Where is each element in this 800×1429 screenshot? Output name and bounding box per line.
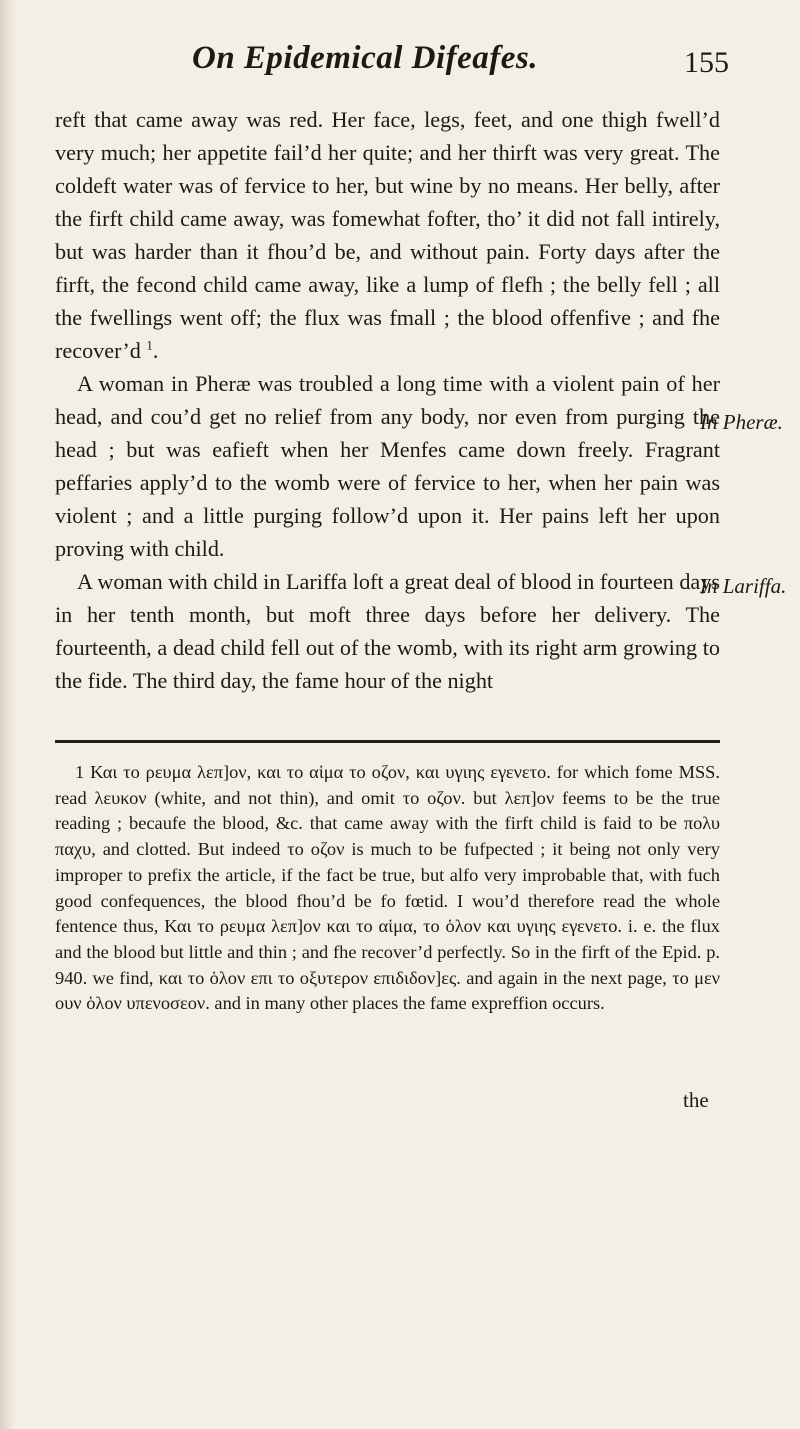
body-text <box>55 103 720 697</box>
side-note-pherae: In Pheræ. <box>700 410 783 434</box>
paragraph-1: reft that came away was red. Her face, legs, feet, and one thigh fwell’d very much; her appetite fail’d her quite; and her thirft was very great. The coldeft water was of fervice to her, but wine by no means. Her belly, after the firft child came away, was fomewhat fofter, tho’ it did not fall intirely, but was harder than it fhou’d be, and without pain. Forty days after the firft, the fecond child came away, like a lump of flefh ; the belly fell ; all the fwellings went off; the flux was fmall ; the blood offenfive ; and fhe recover’d $^1$. <box>55 107 720 363</box>
footnote-rule <box>55 740 720 743</box>
page-number: 155 <box>684 46 729 79</box>
paragraph-2: A woman in Pheræ was troubled a long time with a violent pain of her head, and cou’d get no relief from any body, nor even from purging the head ; but was eafieft when her Menfes came down freely. Fragrant peffaries apply’d to the womb were of fervice to her, when her pain was violent ; and a little purging follow’d upon it. Her pains left her upon proving with child. <box>55 371 720 561</box>
footnote-1: 1 Και το ρευμα λεπ]ον, και το αἱμα το οζον, και υγιης εγενετο. for which fome MSS. read λευκον (white, and not thin), and omit το οζον. but λεπ]ον feems to be the true reading ; becaufe the blood, &c. that came away with the firft child is faid to be πολυ παχυ, and clotted. But indeed το οζον is much to be fufpected ; it being not only very improper to prefix the article, if the fact be true, but alfo very improbable that, with fuch good confequences, the blood fhou’d be fo fœtid. I wou’d therefore read the whole fentence thus, Και το ρευμα λεπ]ον και το αἱμα, το ὁλον και υγιης εγενετο. i. e. the flux and the blood but little and thin ; and fhe recover’d perfectly. So in the firft of the Epid. p. 940. we find, και το ὁλον επι το οξυτερον επιδιδον]ες. and again in the next page, το μεν ουν ὁλον υπενοσεον. and in many other places the fame expreffion occurs. <box>55 762 720 1014</box>
paragraph-3: A woman with child in Lariffa loft a great deal of blood in fourteen days in her tenth month, but moft three days before her delivery. The fourteenth, a dead child fell out of the womb, with its right arm growing to the fide. The third day, the fame hour of the night <box>55 569 720 693</box>
catchword: the <box>683 1088 709 1112</box>
side-note-larissa: In Lariffa. <box>700 574 787 598</box>
footnote-area <box>55 760 720 1017</box>
binding-shadow <box>0 0 16 1429</box>
footnote-marker: 1 <box>146 337 153 353</box>
running-head: On Epidemical Difeafes. <box>191 40 539 76</box>
paragraph-1-text: reft that came away was red. Her face, legs, feet, and one thigh fwell’d very much; her appetite fail’d her quite; and her thirft was very great. The coldeft water was of fervice to her, but wine by no means. Her belly, after the firft child came away, was fomewhat fofter, tho’ it did not fall intirely, but was harder than it fhou’d be, and without pain. Forty days after the firft, the fecond child came away, like a lump of flefh ; the belly fell ; all the fwellings went off; the flux was fmall ; the blood offenfive ; and fhe recover’d <box>55 107 720 363</box>
